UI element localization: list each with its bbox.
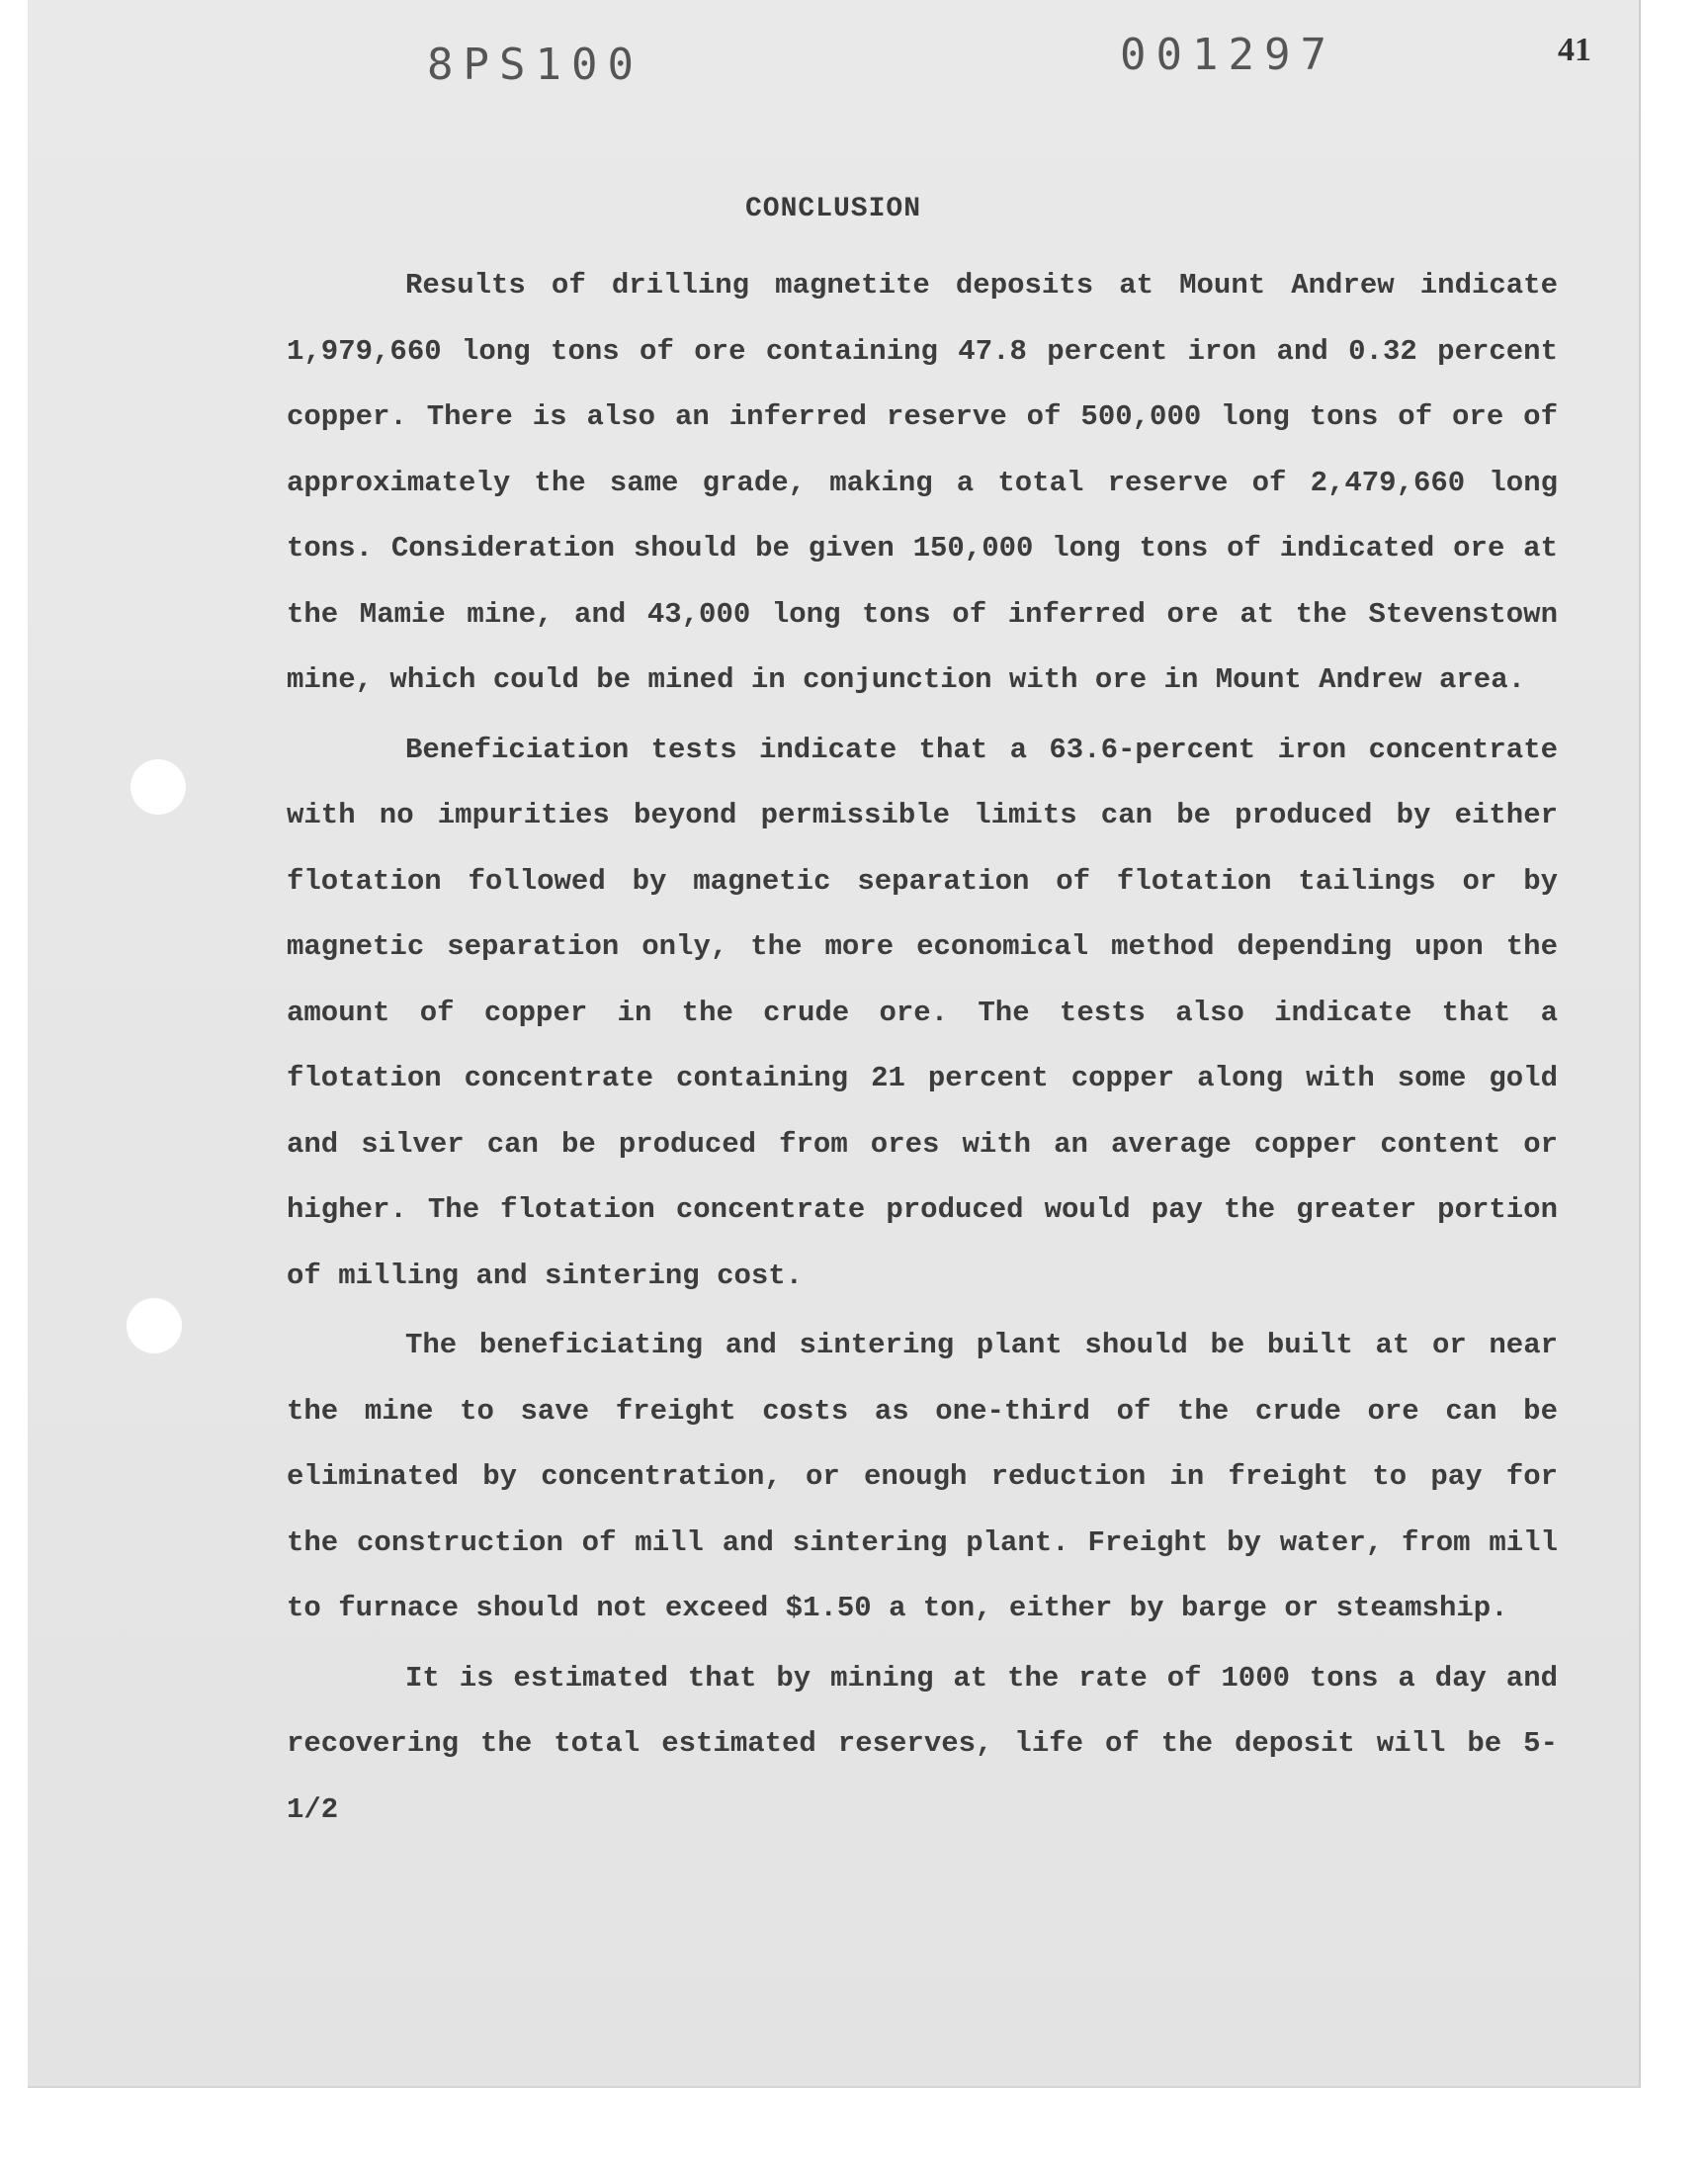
paragraph-beneficiation: Beneficiation tests indicate that a 63.6-percent iron concentrate with no impurities beyond permissible limits can be produced by either flotation followed by magnetic separation of flotation tailings or by magnetic separation only, the more economical method depending upon the amount of copper in the crude ore. The tests also indicate that a flotation concentrate containing 21 percent copper along with some gold and silver can be produced from ores with an average copper content or higher. The flotation concentrate produced would pay the greater portion of milling and sintering cost. [287, 733, 1558, 1292]
document-stamp-right: 001297 [1120, 30, 1336, 80]
document-page [28, 0, 1641, 2088]
page-number: 41 [1558, 32, 1591, 68]
document-body [287, 253, 1558, 1847]
paragraph-reserves: Results of drilling magnetite deposits at Mount Andrew indicate 1,979,660 long tons of ore containing 47.8 percent iron and 0.32 percent copper. There is also an inferred reserve of 500,000 long tons of ore of approximately the same grade, making a total reserve of 2,479,660 long tons. Consideration should be given 150,000 long tons of indicated ore at the Mamie mine, and 43,000 long tons of inferred ore at the Stevenstown mine, which could be mined in conjunction with ore in Mount Andrew area. [287, 269, 1558, 696]
paragraph-deposit-life: It is estimated that by mining at the rate of 1000 tons a day and recovering the total estimated reserves, life of the deposit will be 5-1/2 [287, 1661, 1558, 1826]
section-heading: CONCLUSION [744, 194, 922, 224]
document-stamp-left: 8PS100 [427, 40, 643, 90]
punch-hole [127, 1298, 182, 1353]
paragraph-plant: The beneficiating and sintering plant should be built at or near the mine to save freight costs as one-third of the crude ore can be eliminated by concentration, or enough reduction in freight to pay for the construction of mill and sintering plant. Freight by water, from mill to furnace should not exceed $1.50 a ton, either by barge or steamship. [287, 1329, 1558, 1624]
punch-hole [130, 759, 186, 815]
